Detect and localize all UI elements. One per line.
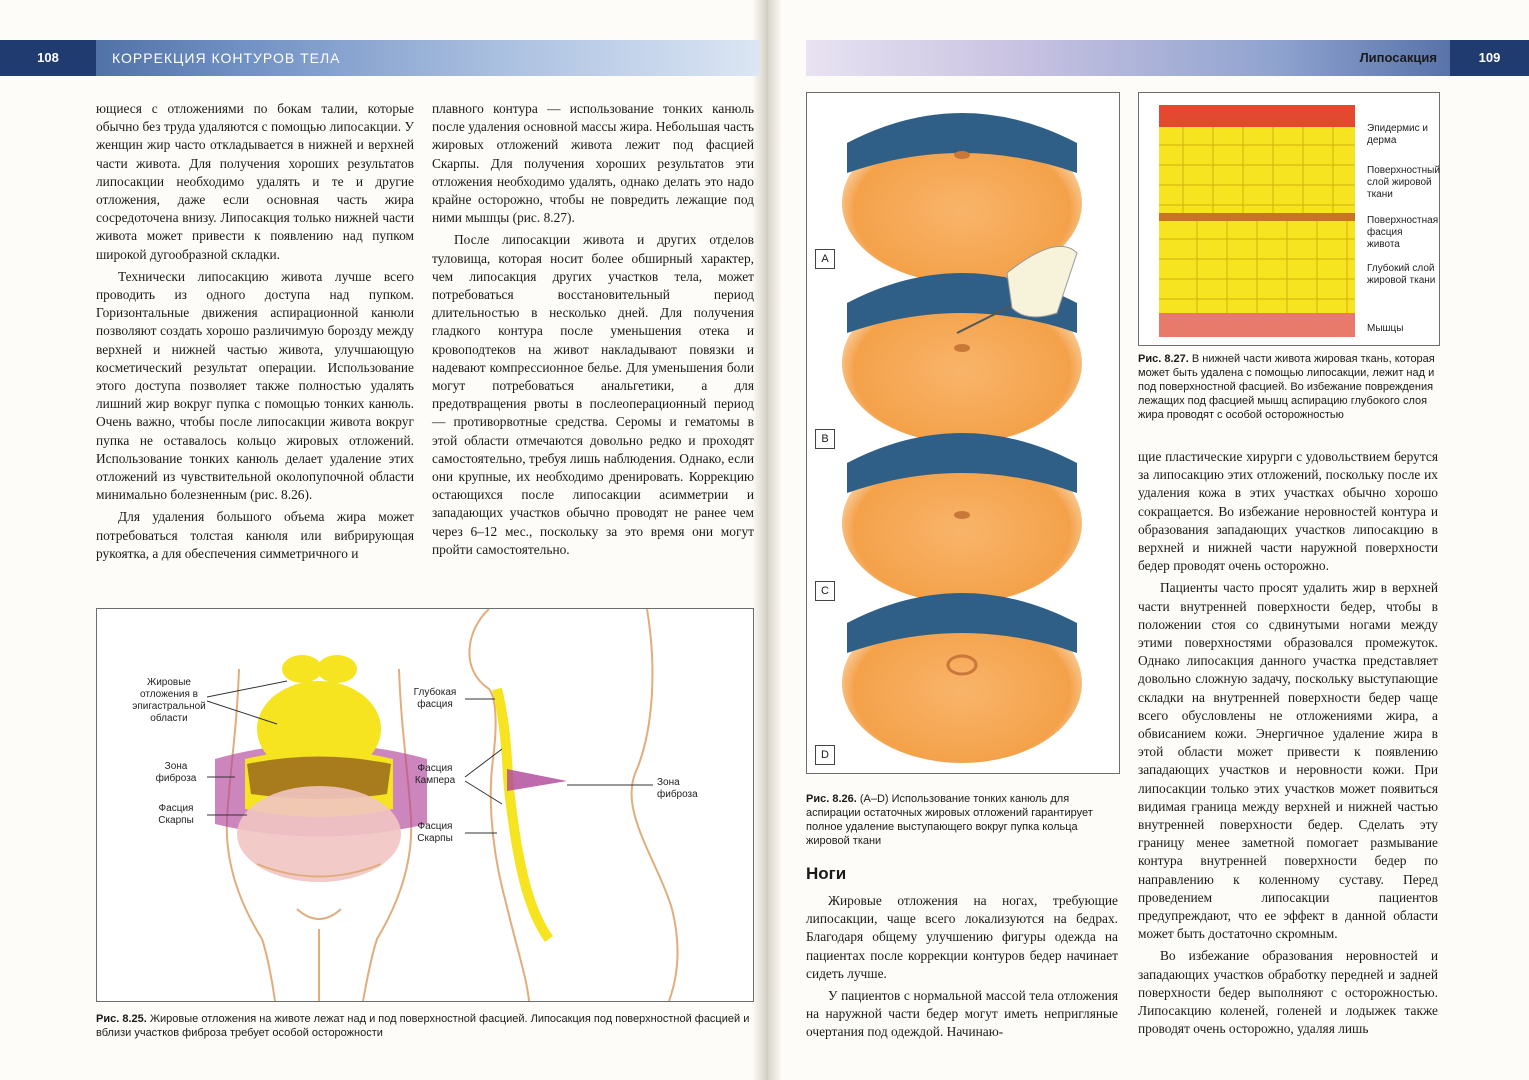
right-page-number: 109 [1450, 40, 1529, 76]
caption-text: Жировые отложения на животе лежат над и под поверхностной фасцией. Липосакция под поверхностной фасцией и вблизи участков фиброза требует особой осторожности [96, 1013, 750, 1039]
label-scarpa-right: Фасция Скарпы [417, 821, 453, 844]
caption-text: В нижней части живота жировая ткань, которая может быть удалена с помощью липосакции, лежит над и под поверхностной фасцией. Во избежание повреждения лежащих под фасцией мышц аспирацию глубокого слоя жира проводят с особой осторожностью [1138, 353, 1435, 421]
left-page-number: 108 [0, 40, 96, 76]
label-scarpa-left: Фасция Скарпы [158, 803, 194, 826]
panel-c-drawing [842, 433, 1082, 603]
figure-8-26-illustration [807, 93, 1119, 773]
legs-column [806, 892, 1118, 1046]
panel-label-c: C [815, 581, 835, 601]
label-epidermis: Эпидермис и дерма [1367, 123, 1428, 146]
left-column-1 [96, 100, 414, 567]
label-camper: Фасция Кампера [414, 763, 456, 786]
label-deep-fat: Глубокий слой жировой ткани [1367, 263, 1436, 286]
right-column [1138, 448, 1438, 1043]
figure-8-26-caption [806, 792, 1116, 848]
paragraph: Во избежание образования неровностей и западающих участков обработку передней и задней поверхности бедер выполняют с осторожностью. Липосакцию коленей, голеней и лодыжек также проводят очень осторожно, удаляя лишь [1138, 948, 1438, 1037]
caption-number: Рис. 8.26. [806, 793, 857, 805]
figure-8-27 [1138, 92, 1440, 346]
label-muscles: Мышцы [1367, 323, 1404, 334]
book-gutter [752, 0, 782, 1080]
panel-b-drawing [842, 246, 1082, 443]
caption-text: (A–D) Использование тонких канюль для аспирации остаточных жировых отложений гарантирует полное удаление выступающего вокруг пупка кольца жировой ткани [806, 793, 1093, 847]
panel-label-b: B [815, 429, 835, 449]
label-superficial-fascia: Поверхностная фасция живота [1367, 215, 1439, 250]
legs-heading: Ноги [806, 864, 847, 883]
paragraph: Пациенты часто просят удалить жир в верхней части внутренней поверхности бедер, чтобы в положении стоя со сдвинутыми ногами между этими поверхностями образовался промежуток. Однако липосакция данного участка представляет довольно сложную задачу, поскольку выступающие складки на внутренней поверхности бедер чаще всего обусловлены не отложениями жира, а обвисанием кожи. Энергичное удаление жира в этой области может привести к появлению западающих участков и неровности кожи. При липосакции только этих участков может появиться видимая граница между верхней и нижней частью внутренней поверхности бедер. Сделать эту границу менее заметной помогает размывание контура внутренней поверхности бедер по направлению к коленному суставу. Перед проведением липосакции пациентов предупреждают, что ее эффект в данной области может быть достаточно скромным. [1138, 580, 1438, 942]
paragraph: Технически липосакцию живота лучше всего проводить из одного доступа над пупком. Горизонтальные движения аспирационной канюли позволяют создать хорошо различимую борозду между верхней и нижней частью живота, улучшающую косметический результат операции. Использование этого доступа позволяет также полностью удалять лишний жир вокруг пупка с помощью тонких канюль. Очень важно, чтобы после липосакции живота вокруг пупка не оставалось кольцо жировых отложений. Использование тонких канюль делает удаление этих отложений из чувствительной околопупочной области минимально болезненным (рис. 8.26). [96, 268, 414, 503]
right-running-head: Липосакция [1359, 50, 1437, 65]
paragraph: У пациентов с нормальной массой тела отложения на наружной части бедер могут иметь непригляные очертания под одеждой. Начинаю- [806, 988, 1118, 1040]
label-fibrosis-right: Зона фиброза [657, 777, 698, 800]
paragraph: ющиеся с отложениями по бокам талии, которые обычно без труда удаляются с помощью липосакции. У женщин жир часто откладывается в нижней и верхней части живота. Для получения хороших результатов липосакции необходимо удалять и те и другие отложения, даже если основная часть жира сосредоточена внизу. Липосакция только нижней части живота может привести к появлению над пупком широкой дугообразной складки. [96, 101, 414, 262]
label-superficial-fat: Поверхностный слой жировой ткани [1367, 165, 1440, 200]
panel-d-drawing [842, 593, 1082, 763]
caption-number: Рис. 8.25. [96, 1013, 147, 1025]
figure-8-26 [806, 92, 1120, 774]
paragraph: После липосакции живота и других отделов туловища, которая носит более обширный характер, чем липосакция других участков тела, может потребоваться восстановительный период длительностью в несколько дней. Для получения гладкого контура после уменьшения отека и кровоподтеков на живот накладывают повязки и надевают компрессионное белье. Для уменьшения боли могут потребоваться анальгетики, а для предотвращения рвоты в послеоперационный период — противорвотные средства. Серомы и гематомы в этой области отмечаются довольно редко и проходят самостоятельно, требуя лишь наблюдения. Однако, если они крупные, их необходимо дренировать. Коррекцию остающихся после липосакции асимметрии и западающих участков обычно проводят не ранее чем через 6–12 мес., поскольку за это время они могут пройти самостоятельно. [432, 232, 754, 557]
left-running-head: КОРРЕКЦИЯ КОНТУРОВ ТЕЛА [112, 50, 341, 66]
figure-8-25 [96, 608, 754, 1002]
label-deep-fascia: Глубокая фасция [413, 687, 457, 710]
label-fat-epigastric: Жировые отложения в эпигастральной области [132, 677, 206, 724]
paragraph: Для удаления большого объема жира может потребоваться толстая канюля или вибрирующая рукоятка, а для обеспечения симметричного и [96, 509, 414, 561]
label-fibrosis-left: Зона фиброза [155, 761, 197, 784]
paragraph: Жировые отложения на ногах, требующие липосакции, чаще всего локализуются на бедрах. Благодаря общему улучшению фигуры одежда на пациентах после коррекции контуров бедер начинает сидеть лучше. [806, 893, 1118, 981]
caption-number: Рис. 8.27. [1138, 353, 1189, 365]
panel-label-a: A [815, 249, 835, 269]
paragraph: щие пластические хирурги с удовольствием берутся за липосакцию этих отложений, поскольку после их удаления кожа в этих участках обычно хорошо сокращается. Во избежание неровностей контура и образования западающих участков липосакцию в верхней и нижней части наружной поверхности бедер проводят очень осторожно. [1138, 449, 1438, 574]
figure-8-25-caption [96, 1012, 752, 1040]
figure-8-27-caption [1138, 352, 1438, 422]
left-column-2 [432, 100, 754, 563]
paragraph: плавного контура — использование тонких канюль после удаления основной массы жира. Небольшая часть жировых отложений живота лежит под фасцией Скарпы. Для получения хороших результатов эти отложения необходимо удалять, однако делать это надо крайне осторожно, чтобы не повредить лежащие под ними мышцы (рис. 8.27). [432, 101, 754, 226]
panel-label-d: D [815, 745, 835, 765]
